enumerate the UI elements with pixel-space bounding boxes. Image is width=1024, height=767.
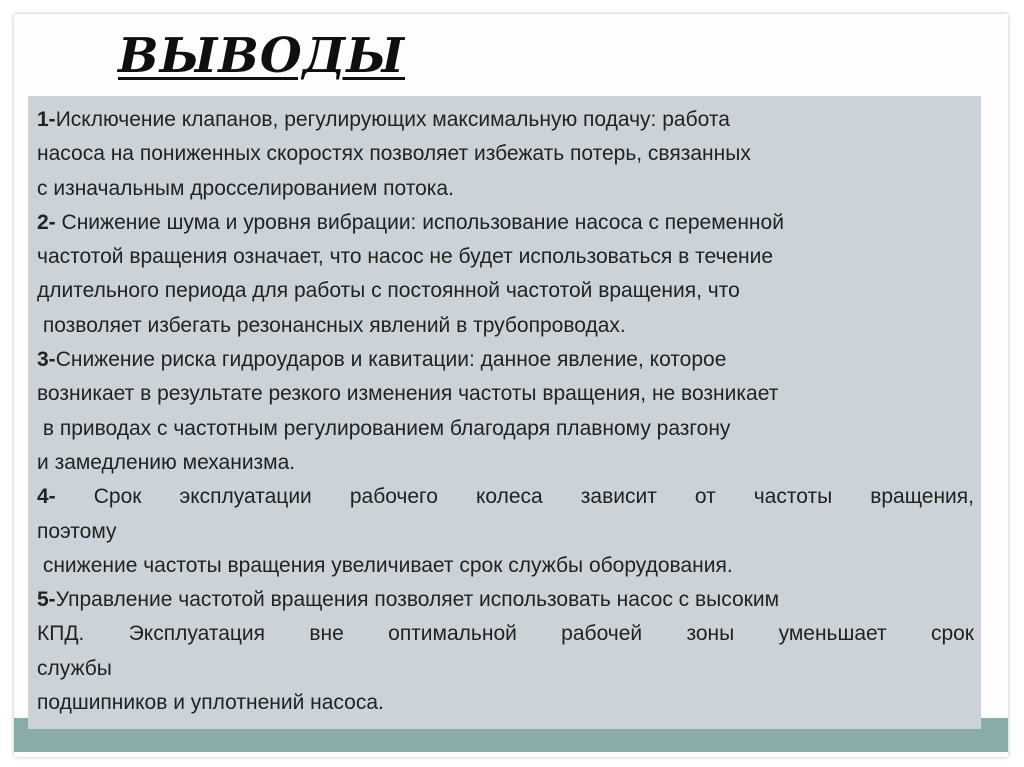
conclusions-list	[37, 103, 974, 720]
item-text-line: частотой вращения означает, что насос не будет использоваться в течение	[37, 245, 774, 269]
conclusion-item-3	[37, 343, 974, 480]
item-number: 5-	[37, 588, 56, 612]
item-text-line: снижение частоты вращения увеличивает срок службы оборудования.	[37, 553, 733, 577]
item-number: 1-	[37, 108, 56, 131]
item-text-line: Управление частотой вращения позволяет использовать насос с высоким	[55, 588, 780, 612]
item-number: 2-	[37, 210, 56, 234]
item-text-line: позволяет избегать резонансных явлений в трубопроводах.	[37, 313, 626, 337]
item-text-line: возникает в результате резкого изменения частоты вращения, не возникает	[37, 382, 779, 406]
slide-title: ВЫВОДЫ	[118, 28, 405, 84]
item-text-line: Снижение риска гидроударов и кавитации: данное явление, которое	[55, 348, 727, 372]
item-text-line: службы	[37, 656, 112, 680]
item-number: 3-	[37, 348, 56, 372]
conclusion-item-4	[37, 480, 974, 583]
conclusion-item-1	[37, 103, 974, 206]
content-panel	[28, 96, 981, 729]
item-text-line: и замедлению механизма.	[37, 450, 296, 474]
item-text-line: КПД. Эксплуатация вне оптимальной рабочей зоны уменьшает срок	[37, 622, 974, 646]
item-text-line: в приводах с частотным регулированием благодаря плавному разгону	[37, 416, 731, 440]
item-text-line: длительного периода для работы с постоянной частотой вращения, что	[37, 279, 740, 303]
item-text-line: подшипников и уплотнений насоса.	[37, 691, 384, 715]
item-text-line: Снижение шума и уровня вибрации: использование насоса с переменной	[55, 210, 784, 234]
item-text-line: насоса на пониженных скоростях позволяет избежать потерь, связанных	[37, 142, 751, 166]
conclusion-item-5	[37, 583, 974, 720]
item-text-line: поэтому	[37, 519, 117, 543]
item-text-line: с изначальным дросселированием потока.	[37, 176, 454, 200]
item-text-line: Исключение клапанов, регулирующих максимальную подачу: работа	[55, 108, 730, 131]
conclusion-item-2	[37, 206, 974, 343]
item-text-line: Срок эксплуатации рабочего колеса зависит от частоты вращения,	[55, 485, 974, 509]
item-number: 4-	[37, 485, 56, 509]
